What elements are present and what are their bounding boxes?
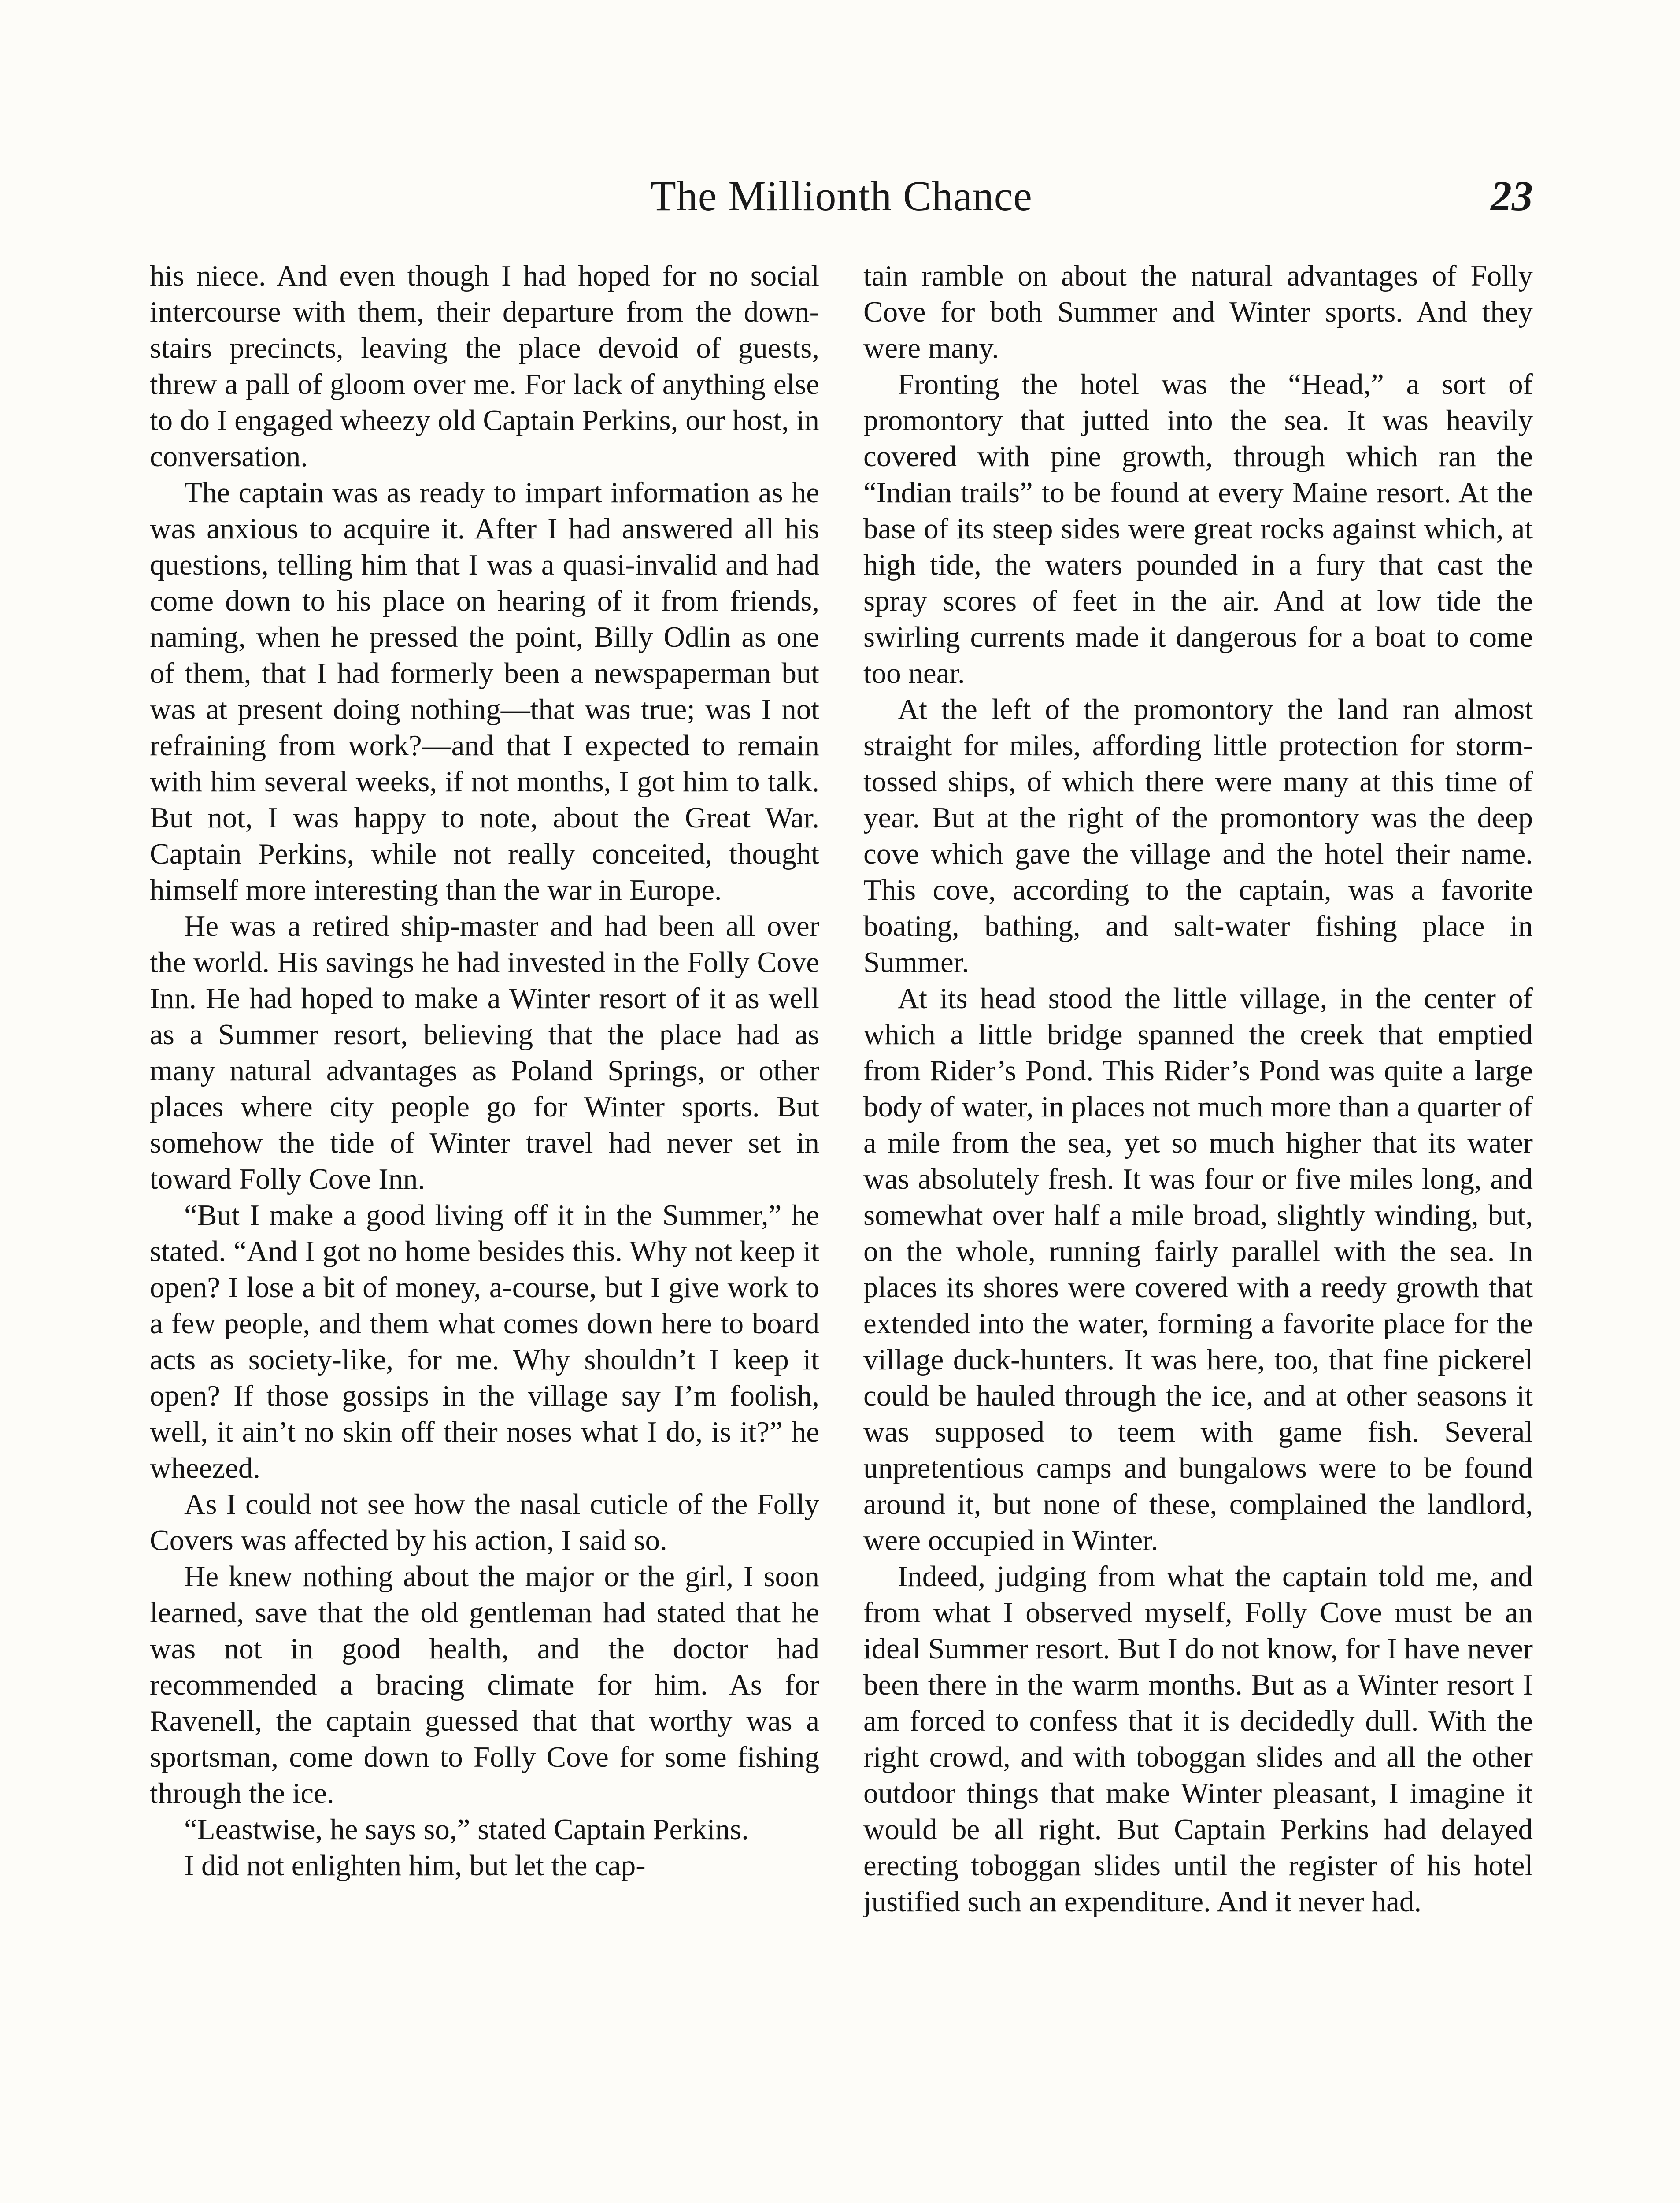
page-number: 23 <box>1491 172 1533 219</box>
paragraph: Fronting the hotel was the “Head,” a sort of promontory that jutted into the sea. It was heavily covered with pine growth, through which ran the “Indian trails” to be found at every Maine resort. At the base of its steep sides were great rocks against which, at high tide, the waters pounded in a fury that cast the spray scores of feet in the air. And at low tide the swirling currents made it dangerous for a boat to come too near. <box>863 368 1533 690</box>
paragraph: I did not enlighten him, but let the cap- <box>184 1849 646 1882</box>
paragraph: “But I make a good living off it in the Summer,” he stated. “And I got no home besides this. Why not keep it open? I lose a bit of money, a-course, but I give work to a few people, and them what comes down here to board acts as society-like, for me. Why shouldn’t I keep it open? If those gossips in the village say I’m foolish, well, it ain’t no skin off their noses what I do, is it?” he wheezed. <box>150 1199 819 1484</box>
paragraph: his niece. And even though I had hoped for no social intercourse with them, their departure from the down-stairs precincts, leaving the place devoid of guests, threw a pall of gloom over me. For lack of anything else to do I engaged wheezy old Captain Perkins, our host, in conversation. <box>150 260 819 473</box>
paragraph: He was a retired ship-master and had been all over the world. His savings he had invested in the Folly Cove Inn. He had hoped to make a Winter resort of it as well as a Summer resort, believing that the place had as many natural advantages as Poland Springs, or other places where city people go for Winter sports. But somehow the tide of Winter travel had never set in toward Folly Cove Inn. <box>150 910 819 1195</box>
paragraph: Indeed, judging from what the captain told me, and from what I observed myself, Folly Cove must be an ideal Summer resort. But I do not know, for I have never been there in the warm months. But as a Winter resort I am forced to confess that it is decidedly dull. With the right crowd, and with toboggan slides and all the other outdoor things that make Winter pleasant, I imagine it would be all right. But Captain Perkins had delayed erecting toboggan slides until the register of his hotel justified such an expenditure. And it never had. <box>863 1560 1533 1918</box>
paragraph: He knew nothing about the major or the girl, I soon learned, save that the old gentleman had stated that he was not in good health, and the doctor had recommended a bracing climate for him. As for Ravenell, the captain guessed that that worthy was a sportsman, come down to Folly Cove for some fishing through the ice. <box>150 1560 819 1810</box>
paragraph: At its head stood the little village, in the center of which a little bridge spanned the creek that emptied from Rider’s Pond. This Rider’s Pond was quite a large body of water, in places not much more than a quarter of a mile from the sea, yet so much higher that its water was absolutely fresh. It was four or five miles long, and somewhat over half a mile broad, slightly winding, but, on the whole, running fairly parallel with the sea. In places its shores were covered with a reedy growth that extended into the water, forming a favorite place for the village duck-hunters. It was here, too, that fine pickerel could be hauled through the ice, and at other seasons it was supposed to teem with game fish. Several unpretentious camps and bungalows were to be found around it, but none of these, complained the landlord, were occupied in Winter. <box>863 982 1533 1557</box>
paragraph: “Leastwise, he says so,” stated Captain Perkins. <box>184 1813 749 1846</box>
page-title: The Millionth Chance <box>650 172 1032 219</box>
paragraph: tain ramble on about the natural advantages of Folly Cove for both Summer and Winter sports. And they were many. <box>863 260 1533 364</box>
running-header <box>150 163 1533 229</box>
paragraph: The captain was as ready to impart information as he was anxious to acquire it. After I had answered all his questions, telling him that I was a quasi-invalid and had come down to his place on hearing of it from friends, naming, when he pressed the point, Billy Odlin as one of them, that I had formerly been a newspaperman but was at present doing nothing—that was true; was I not refraining from work?—and that I expected to remain with him several weeks, if not months, I got him to talk. But not, I was happy to note, about the Great War. Captain Perkins, while not really conceited, thought himself more interesting than the war in Europe. <box>150 476 819 906</box>
paragraph: As I could not see how the nasal cuticle of the Folly Covers was affected by his action, I said so. <box>150 1488 819 1557</box>
right-column <box>863 258 1533 2203</box>
paragraph: At the left of the promontory the land ran almost straight for miles, affording little protection for storm-tossed ships, of which there were many at this time of year. But at the right of the promontory was the deep cove which gave the village and the hotel their name. This cove, according to the captain, was a favorite boating, bathing, and salt-water fishing place in Summer. <box>863 693 1533 979</box>
left-column <box>150 258 819 2203</box>
